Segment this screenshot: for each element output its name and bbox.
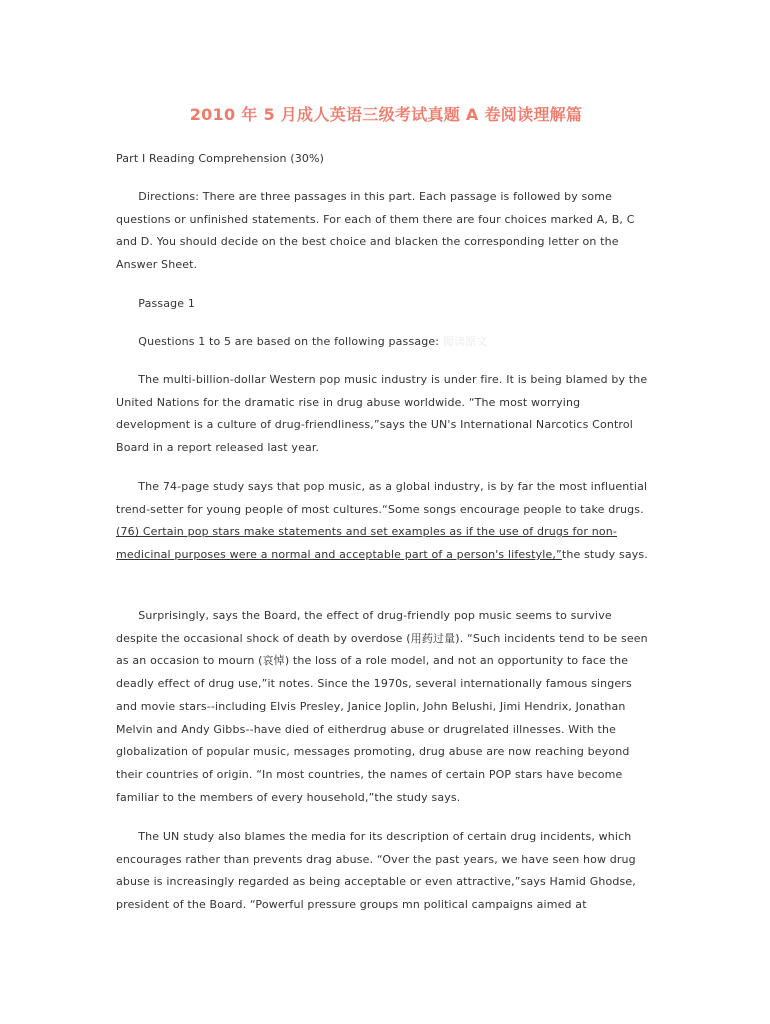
paragraph-1: The multi-billion-dollar Western pop music industry is under fire. It is being blamed by the United Nations for the dramatic rise in drug abuse worldwide. “The most worrying development is a culture of drug-friendliness,”says the UN's International Narcotics Control Board in a report released last year. — [116, 373, 648, 455]
paragraph-2-end: the study says. — [561, 548, 648, 562]
passage-label: Passage 1 — [116, 297, 195, 310]
questions-intro — [116, 331, 656, 354]
paragraph-2-underlined-sentence: (76) Certain pop stars make statements and set examples as if the use of drugs for non-medicinal purposes were a normal and acceptable part of a person's lifestyle,” — [116, 525, 617, 562]
paragraph-3: Surprisingly, says the Board, the effect of drug-friendly pop music seems to survive despite the occasional shock of death by overdose (用药过量). “Such incidents tend to be seen as an occasion to mourn (哀悼) the loss of a role model, and not an opportunity to face the deadly effect of drug use,”it notes. Since the 1970s, several internationally famous singers and movie stars--including Elvis Presley, Janice Joplin, John Belushi, Jimi Hendrix, Jonathan Melvin and Andy Gibbs--have died of eitherdrug abuse or drugrelated illnesses. With the globalization of popular music, messages promoting, drug abuse are now reaching beyond their countries of origin. “In most countries, the names of certain POP stars have become familiar to the members of every household,”the study says. — [116, 609, 648, 804]
directions-paragraph: Directions: There are three passages in this part. Each passage is followed by some questions or unfinished statements. For each of them there are four choices marked A, B, C and D. You should decide on the best choice and blacken the corresponding letter on the Answer Sheet. — [116, 190, 635, 272]
questions-intro-text: Questions 1 to 5 are based on the following passage: — [116, 335, 440, 348]
document-title: 2010 年 5 月成人英语三级考试真题 A 卷阅读理解篇 — [189, 105, 583, 124]
paragraph-2 — [116, 476, 656, 567]
part-heading: Part I Reading Comprehension (30%) — [116, 152, 325, 165]
paragraph-2-start: The 74-page study says that pop music, as a global industry, is by far the most influential trend-setter for young people of most cultures.“Some songs encourage people to take drugs. — [116, 480, 648, 516]
questions-intro-faint-link[interactable]: 阅读原文 — [442, 335, 488, 348]
paragraph-4: The UN study also blames the media for its description of certain drug incidents, which encourages rather than prevents drag abuse. “Over the past years, we have seen how drug abuse is increasingly regarded as being acceptable or even attractive,”says Hamid Ghodse, president of the Board. “Powerful pressure groups mn political campaigns aimed at — [116, 830, 636, 912]
